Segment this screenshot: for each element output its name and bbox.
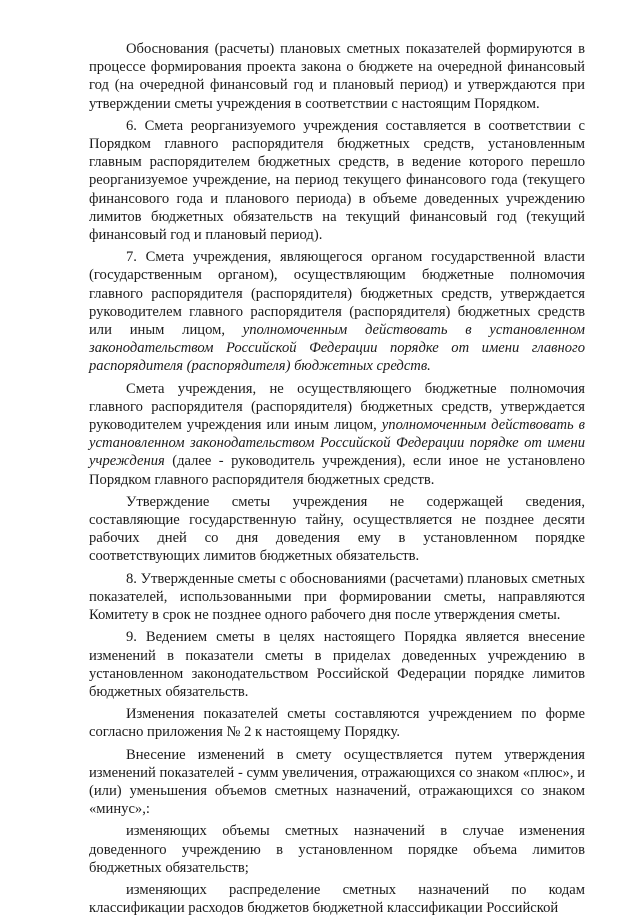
paragraph-text: Смета учреждения, не осуществляющего бюджетные полномочия главного распорядителя (распорядителя) бюджетных средств, утверждается руководителем учреждения или иным лицом, <box>89 380 585 434</box>
paragraph-italic-text: уполномоченным действовать в установленном законодательством Российской Федерации порядке от имени главного распорядителя (распорядителя) бюджетных средств. <box>89 322 585 375</box>
paragraph-text: Внесение изменений в смету осуществляется путем утверждения изменений показателей - сумм увеличения, отражающихся со знаком «плюс», и (или) уменьшения объемов сметных назначений, отражающихся со знаком «минус»,: <box>89 746 585 818</box>
paragraph-text: 8. Утвержденные сметы с обоснованиями (расчетами) плановых сметных показателей, использованными при формировании сметы, направляются Комитету в срок не позднее одного рабочего дня после утверждения сметы. <box>89 570 585 624</box>
paragraph-text: Утверждение сметы учреждения не содержащей сведения, составляющие государственную тайну, осуществляется не позднее десяти рабочих дней со дня доведения ему в установленном порядке соответствующих лимитов бюджетных обязательств. <box>89 493 585 565</box>
paragraph-text: Изменения показателей сметы составляются учреждением по форме согласно приложения № 2 к настоящему Порядку. <box>89 706 585 741</box>
paragraph-changes-form <box>89 705 585 741</box>
paragraph-text: изменяющих распределение сметных назначений по кодам классификации расходов бюджетов бюджетной классификации Российской <box>89 881 585 917</box>
paragraph-item-6 <box>89 117 585 244</box>
paragraph-change-volumes <box>89 822 585 877</box>
paragraph-approval-deadline <box>89 493 585 566</box>
paragraph-text: 7. Смета учреждения, являющегося органом государственной власти (государственным органом), осуществляющим бюджетные полномочия главного распорядителя (распорядителя) бюджетных средств, утверждается руководителем главного распорядителя (распорядителя) бюджетных средств или иным лицом, <box>89 249 585 339</box>
paragraph-text: Обоснования (расчеты) плановых сметных показателей формируются в процессе формирования проекта закона о бюджете на очередной финансовый год (на очередной финансовый год и плановый период) и утверждаются при утверждении сметы учреждения в соответствии с настоящим Порядком. <box>89 41 585 112</box>
paragraph-italic-text: уполномоченным действовать в установленном законодательством Российской Федерации порядке от имени учреждения <box>89 417 585 470</box>
paragraph-justifications <box>89 40 585 113</box>
paragraph-item-7 <box>89 248 585 375</box>
paragraph-item-8 <box>89 570 585 625</box>
paragraph-text: 9. Ведением сметы в целях настоящего Порядка является внесение изменений в показатели сметы в приделах доведенных учреждению в установленном законодательством Российской Федерации порядке лимитов бюджетных обязательств. <box>89 629 585 700</box>
paragraph-text: изменяющих объемы сметных назначений в случае изменения доведенного учреждению в установленном порядке объема лимитов бюджетных обязательств; <box>89 823 585 876</box>
paragraph-item-7-continued <box>89 380 585 489</box>
paragraph-text: (далее - руководитель учреждения), если иное не установлено Порядком главного распорядителя бюджетных средств. <box>89 453 585 488</box>
paragraph-change-distribution <box>89 881 585 917</box>
paragraph-text: 6. Смета реорганизуемого учреждения составляется в соответствии с Порядком главного распорядителя бюджетных средств, установленным главным распорядителем бюджетных средств, в ведение которого перешло реорганизуемое учреждение, на период текущего финансового года (текущего финансового года и планового периода) в объеме доведенных учреждению лимитов бюджетных обязательств на текущий финансовый год (текущий финансовый год и плановый период). <box>89 117 585 244</box>
paragraph-changes-procedure <box>89 746 585 819</box>
document-body <box>89 40 585 917</box>
paragraph-item-9 <box>89 628 585 701</box>
